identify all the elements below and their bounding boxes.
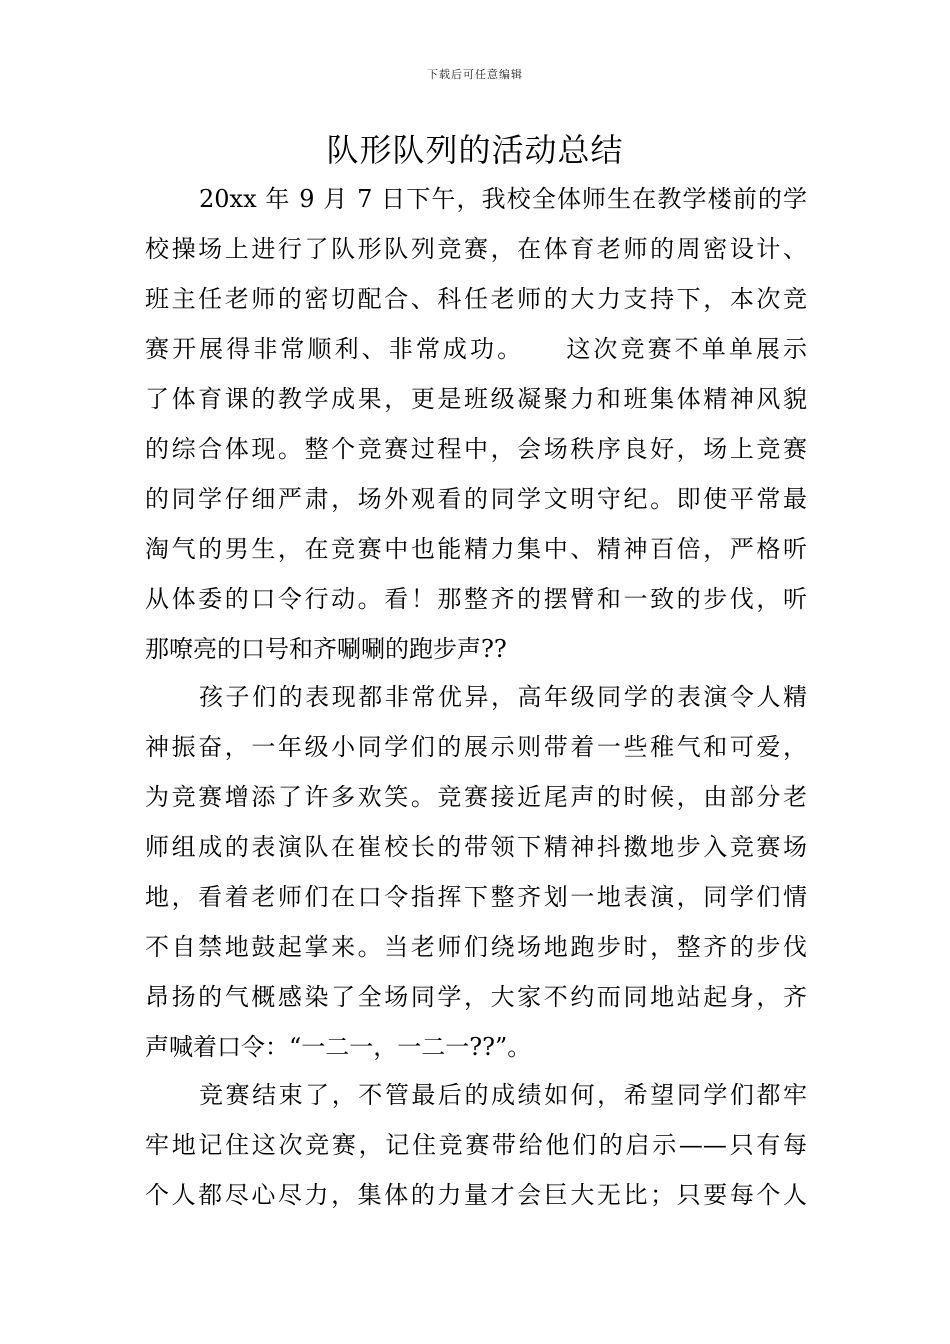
paragraph-line: 不自禁地鼓起掌来。当老师们绕场地跑步时，整齐的步伐 — [145, 933, 807, 961]
paragraph-line: 牢地记住这次竞赛，记住竞赛带给他们的启示——只有每 — [145, 1131, 807, 1159]
paragraph-line: 昂扬的气概感染了全场同学，大家不约而同地站起身，齐 — [145, 983, 807, 1011]
paragraph-line: 的同学仔细严肃，场外观看的同学文明守纪。即使平常最 — [145, 485, 807, 513]
paragraph-2 — [145, 672, 807, 1072]
paragraph-line: 竞赛结束了，不管最后的成绩如何，希望同学们都牢 — [199, 1081, 807, 1109]
paragraph-1 — [145, 174, 807, 674]
paragraph-line: 了体育课的教学成果，更是班级凝聚力和班集体精神风貌 — [145, 385, 807, 413]
paragraph-line: 的综合体现。整个竞赛过程中，会场秩序良好，场上竞赛 — [145, 435, 807, 463]
document-title: 队形队列的活动总结 — [326, 131, 624, 169]
paragraph-line: 淘气的男生，在竞赛中也能精力集中、精神百倍，严格听 — [145, 535, 807, 563]
paragraph-line: 校操场上进行了队形队列竞赛，在体育老师的周密设计、 — [145, 235, 807, 263]
paragraph-line: 声喊着口令：“一二一，一二一??”。 — [145, 1033, 532, 1061]
paragraph-line: 从体委的口令行动。看！那整齐的摆臂和一致的步伐，听 — [145, 585, 807, 613]
header-note: 下载后可任意编辑 — [427, 68, 523, 81]
paragraph-line: 师组成的表演队在崔校长的带领下精神抖擞地步入竞赛场 — [145, 833, 807, 861]
paragraph-line: 20xx 年 9 月 7 日下午，我校全体师生在教学楼前的学 — [199, 185, 807, 213]
paragraph-line: 那嘹亮的口号和齐唰唰的跑步声?? — [145, 635, 507, 663]
paragraph-line: 神振奋，一年级小同学们的展示则带着一些稚气和可爱， — [145, 733, 807, 761]
paragraph-line: 孩子们的表现都非常优异，高年级同学的表演令人精 — [199, 683, 807, 711]
paragraph-line: 地，看着老师们在口令指挥下整齐划一地表演，同学们情 — [145, 883, 807, 911]
paragraph-3 — [145, 1070, 807, 1220]
paragraph-line: 赛开展得非常顺利、非常成功。 这次竞赛不单单展示 — [145, 335, 807, 363]
paragraph-line: 为竞赛增添了许多欢笑。竞赛接近尾声的时候，由部分老 — [145, 783, 807, 811]
paragraph-line: 班主任老师的密切配合、科任老师的大力支持下，本次竞 — [145, 285, 807, 313]
paragraph-line: 个人都尽心尽力，集体的力量才会巨大无比；只要每个人 — [145, 1181, 807, 1209]
